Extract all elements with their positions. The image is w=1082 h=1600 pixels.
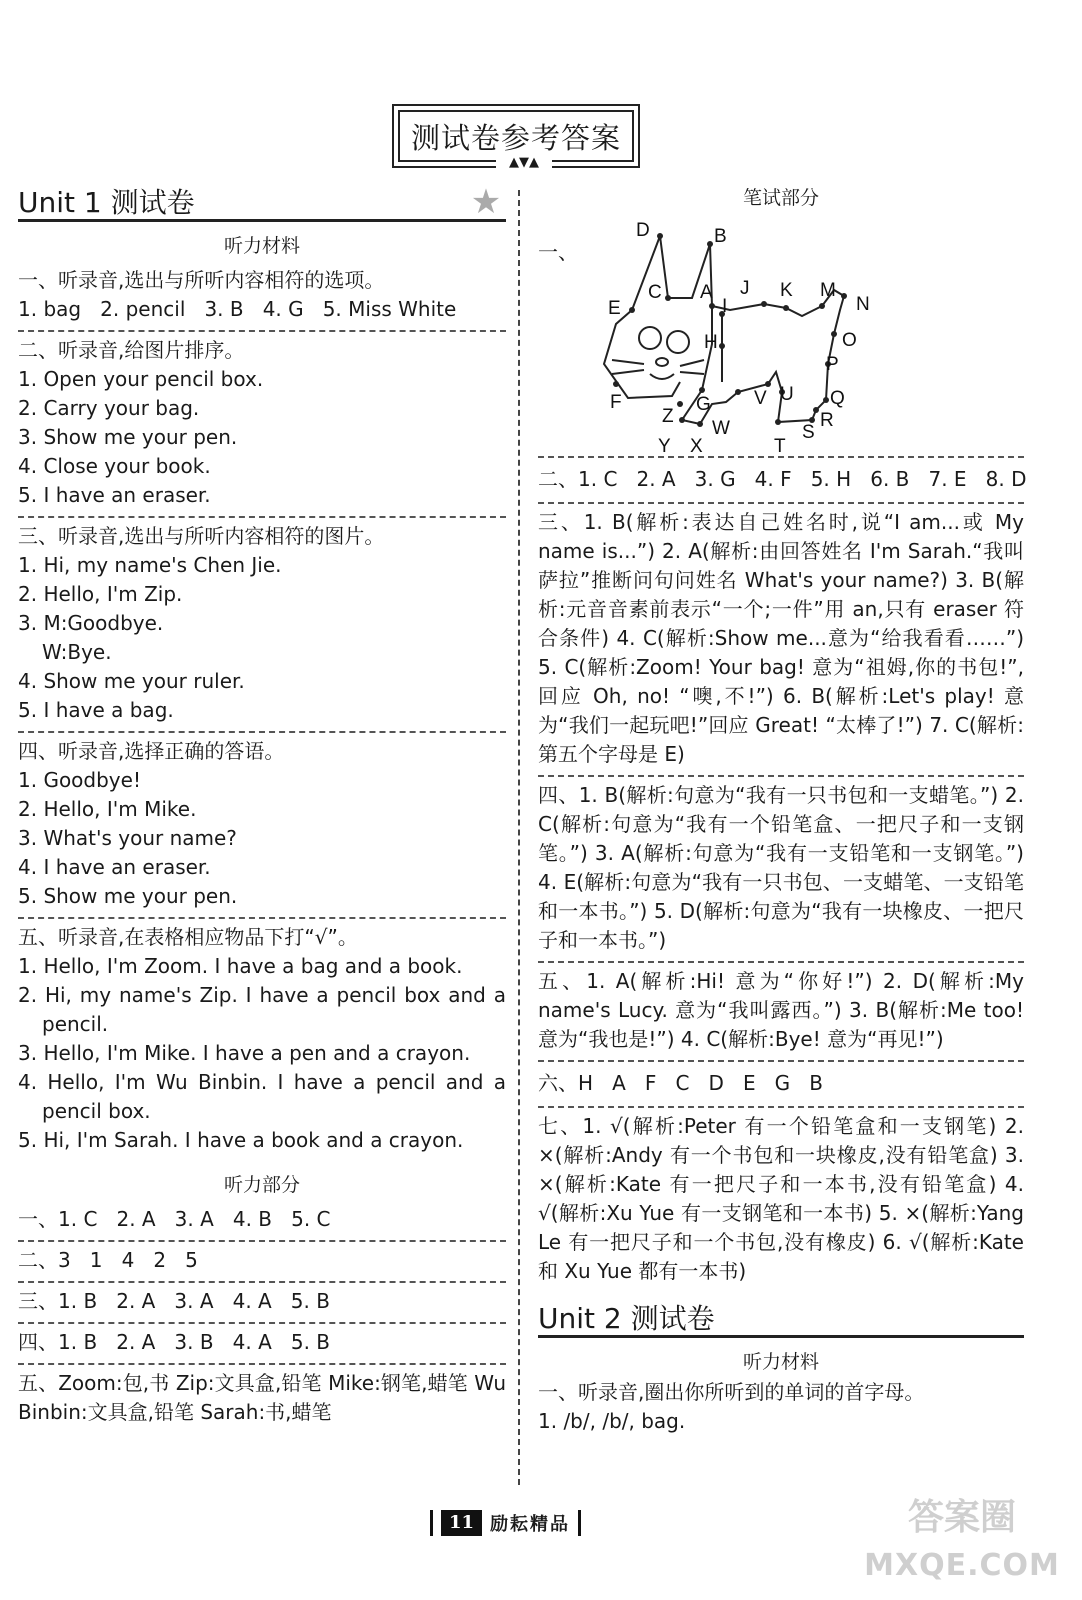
list-item: 1. Goodbye! [18,768,141,792]
q7-answers: 七、1. √(解析:Peter 有一个铅笔盒和一支钢笔) 2. ×(解析:Andy 有一个书包和一块橡皮,没有铅笔盒) 3. ×(解析:Kate 有一把尺子和一本书,没有铅笔盒) 4. √(解析:Xu Yue 有一支钢笔和一本书) 5. ×(解析:Yang Le 有一把尺子和一个书包,没有橡皮) 6. √(解析:Kate 和 Xu Yue 都有一本书) [538,1114,1024,1283]
list-item: 4. I have an eraser. [18,855,211,879]
section-3 [18,518,506,733]
section-2-title: 二、听录音,给图片排序。 [18,338,245,362]
q7 [538,1108,1024,1292]
list-item: 1. Hello, I'm Zoom. I have a bag and a book. [18,954,463,978]
list-item: 4. Show me your ruler. [18,669,245,693]
letter-B: B [714,226,727,247]
letter-P: P [826,354,839,375]
section-5 [18,919,506,1161]
q3-answers: 三、1. B(解析:表达自己姓名时,说“I am...或 My name is...”) 2. A(解析:由回答姓名 I'm Sarah.“我叫萨拉”推断问句问姓名 What's your name?) 3. B(解析:元音音素前表示“一个;一件”用 an,只有 eraser 符合条件) 4. C(解析:Show me...意为“给我看看……”) 5. C(解析:Zoom! Your bag! 意为“祖姆,你的书包!”,回应 Oh, no! “噢,不!”) 6. B(解析:Let's play! 意为“我们一起玩吧!”回应 Great! “太棒了!”) 7. C(解析:第五个字母是 E) [538,510,1024,766]
unit2-title: Unit 2 测试卷 [538,1301,715,1335]
letter-T: T [774,436,786,457]
list-item: 3. M:Goodbye. [18,611,164,635]
page-number: 11 [441,1510,482,1536]
letter-F: F [610,392,622,413]
listening-answer-2 [18,1242,506,1283]
listening-answer-4 [18,1324,506,1365]
page-footer [430,1508,620,1538]
letter-O: O [842,330,857,351]
footer-bar [578,1510,581,1536]
brand-name: 励耘精品 [490,1514,571,1535]
listening-materials-heading: 听力材料 [223,235,300,257]
letter-V: V [754,388,767,409]
unit2-heading [538,1298,1024,1338]
letter-Y: Y [658,436,671,457]
letter-K: K [780,280,793,301]
written-part-heading: 笔试部分 [742,187,819,209]
list-item: 1. Hi, my name's Chen Jie. [18,553,282,577]
listening-answer-5 [18,1365,506,1433]
list-item: 2. Hi, my name's Zip. I have a pencil box and a pencil. [18,983,506,1036]
listening-answer-3 [18,1283,506,1324]
section-1 [18,262,506,332]
letter-A: A [700,282,713,303]
letter-W: W [712,418,730,439]
column-divider [518,190,520,1485]
list-item: 3. What's your name? [18,826,237,850]
section-1-answers: 1. bag 2. pencil 3. B 4. G 5. Miss White [18,297,457,321]
answer-row: 二、3 1 4 2 5 [18,1248,198,1272]
listening-part-heading: 听力部分 [223,1174,300,1196]
unit1-title: Unit 1 测试卷 [18,185,195,219]
section-3-title: 三、听录音,选出与所听内容相符的图片。 [18,524,385,548]
list-item: 3. Show me your pen. [18,425,238,449]
unit2-listening-heading: 听力材料 [742,1351,819,1373]
letter-N: N [856,294,870,315]
page-title: 测试卷参考答案 [398,110,634,162]
q2-answers: 二、1. C 2. A 3. G 4. F 5. H 6. B 7. E 8. D [538,467,1027,491]
section-2 [18,332,506,518]
letter-G: G [696,394,711,415]
answer-row: 三、1. B 2. A 3. A 4. A 5. B [18,1289,330,1313]
letter-C: C [648,282,662,303]
answer-row: 一、1. C 2. A 3. A 4. B 5. C [18,1207,331,1231]
list-item: 5. Hi, I'm Sarah. I have a book and a crayon. [18,1128,464,1152]
star-icon: ★ [470,182,502,222]
q1-label: 一、 [538,240,578,264]
watermark-text: 答案圈 [907,1497,1016,1538]
letter-I: I [722,296,728,317]
watermark-url: MXQE.COM [864,1548,1060,1583]
list-item: 2. Carry your bag. [18,396,200,420]
q5 [538,963,1024,1062]
q4-answers: 四、1. B(解析:句意为“我有一只书包和一支蜡笔。”) 2. C(解析:句意为“我有一个铅笔盒、一把尺子和一支钢笔。”) 3. A(解析:句意为“我有一支铅笔和一支钢笔。”) 4. E(解析:句意为“我有一只书包、一支蜡笔、一支铅笔和一本书。”) 5. D(解析:句意为“我有一块橡皮、一把尺子和一本书。”) [538,783,1024,952]
q2 [538,458,1027,504]
section-4 [18,733,506,919]
q3 [538,504,1024,777]
cat-drawing [572,214,872,458]
dot-to-dot-cat [572,214,872,458]
footer-bar [430,1510,433,1536]
q6-answers: 六、H A F C D E G B [538,1071,823,1095]
letter-U: U [780,384,794,405]
answer-row: 五、Zoom:包,书 Zip:文具盒,铅笔 Mike:钢笔,蜡笔 Wu Binbin:文具盒,铅笔 Sarah:书,蜡笔 [18,1371,506,1424]
letter-S: S [802,422,815,443]
letter-M: M [820,280,836,301]
letter-R: R [820,410,834,431]
list-item: 3. Hello, I'm Mike. I have a pen and a crayon. [18,1041,471,1065]
left-column [18,182,506,1433]
q6 [538,1062,1024,1108]
section-4-title: 四、听录音,选择正确的答语。 [18,739,285,763]
unit2-q1-title: 一、听录音,圈出你所听到的单词的首字母。 [538,1380,925,1404]
list-item: 5. Show me your pen. [18,884,238,908]
letter-D: D [636,220,650,241]
q4 [538,777,1024,963]
list-item: 4. Hello, I'm Wu Binbin. I have a pencil and a pencil box. [18,1070,506,1123]
listening-answer-1 [18,1201,506,1242]
letter-X: X [690,436,703,457]
title-decoration: ▲▼▲ [496,156,552,170]
list-item: W:Bye. [42,640,112,664]
list-item: 4. Close your book. [18,454,211,478]
list-item: 1. Open your pencil box. [18,367,264,391]
letter-J: J [740,278,750,299]
letter-E: E [608,298,621,319]
watermark-logo [862,1494,1062,1594]
right-column [538,182,1027,1436]
section-1-title: 一、听录音,选出与所听内容相符的选项。 [18,268,385,292]
q5-answers: 五、1. A(解析:Hi! 意为“你好!”) 2. D(解析:My name's Lucy. 意为“我叫露西。”) 3. B(解析:Me too! 意为“我也是!”) 4. C(解析:Bye! 意为“再见!”) [538,969,1024,1051]
unit2-q1-item: 1. /b/, /b/, bag. [538,1409,686,1433]
letter-H: H [704,332,718,353]
letter-Q: Q [830,388,845,409]
answer-row: 四、1. B 2. A 3. B 4. A 5. B [18,1330,331,1354]
list-item: 5. I have a bag. [18,698,174,722]
unit1-heading [18,182,506,222]
list-item: 2. Hello, I'm Zip. [18,582,183,606]
list-item: 5. I have an eraser. [18,483,211,507]
section-5-title: 五、听录音,在表格相应物品下打“√”。 [18,925,358,949]
q1-row [538,214,1024,458]
letter-Z: Z [662,406,674,427]
list-item: 2. Hello, I'm Mike. [18,797,197,821]
